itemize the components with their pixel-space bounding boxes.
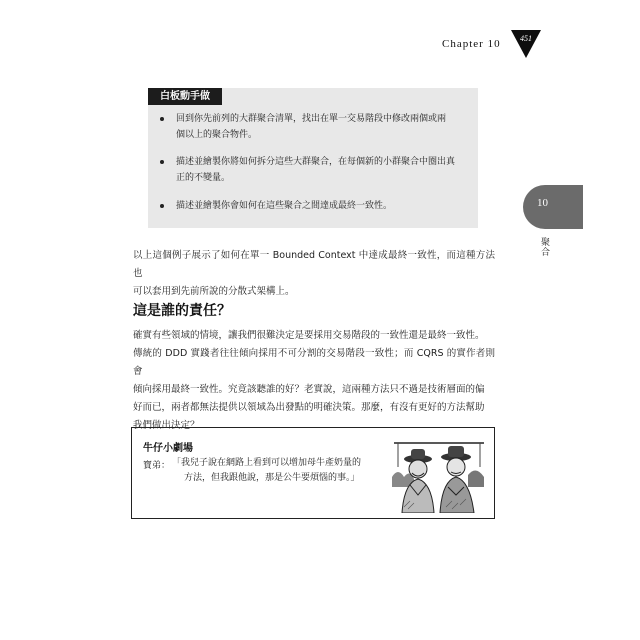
item-line: 描述並繪製你將如何拆分這些大群聚合，在每個新的小群聚合中圈出真 — [176, 157, 456, 167]
item-line: 描述並繪製你會如何在這些聚合之間達成最終一致性。 — [176, 201, 393, 211]
quote-line: 「我兒子說在網路上看到可以增加母牛產奶量的 — [172, 458, 362, 468]
whiteboard-title: 白板動手做 — [148, 88, 222, 105]
bullet-icon — [160, 160, 164, 164]
chapter-name: 聚合 — [541, 238, 551, 258]
page-number: 451 — [520, 34, 532, 43]
body-paragraph — [133, 247, 495, 301]
whiteboard-item — [160, 198, 476, 214]
whiteboard-item — [160, 111, 476, 143]
para-line: 好而已，兩者都無法提供以領域為出發點的明確決策。那麼，有沒有更好的方法幫助 — [133, 402, 485, 413]
chapter-tab — [523, 185, 583, 229]
para-line: 傾向採用最終一致性。究竟該聽誰的好？老實說，這兩種方法只不過是技術層面的偏 — [133, 384, 485, 395]
cowboy-quote — [172, 456, 382, 486]
quote-line: 方法，但我跟他說，那是公牛要煩惱的事。」 — [184, 473, 360, 483]
cowboy-title: 牛仔小劇場 — [143, 443, 193, 454]
para-line: 傳統的 DDD 實踐者往往傾向採用不可分割的交易階段一致性；而 CQRS 的實作者則會 — [133, 348, 495, 377]
chapter-number: 10 — [537, 197, 548, 209]
para-line: 以上這個例子展示了如何在單一 Bounded Context 中達成最終一致性，而這種方法也 — [133, 250, 495, 279]
cowboy-illustration — [390, 437, 488, 513]
whiteboard-item — [160, 154, 476, 186]
item-line: 回到你先前列的大群聚合清單，找出在單一交易階段中修改兩個或兩 — [176, 114, 447, 124]
section-heading: 這是誰的責任？ — [133, 303, 231, 319]
para-line: 我們做出決定？ — [133, 420, 200, 431]
para-line: 可以套用到先前所說的分散式架構上。 — [133, 286, 295, 297]
para-line: 確實有些領域的情境，讓我們很難決定是要採用交易階段的一致性還是最終一致性。 — [133, 330, 485, 341]
item-line: 個以上的聚合物件。 — [176, 130, 258, 140]
cowboy-speaker: 寶弟： — [143, 461, 171, 471]
bullet-icon — [160, 204, 164, 208]
bullet-icon — [160, 117, 164, 121]
running-header: Chapter 10 — [442, 38, 501, 50]
item-line: 正的不變量。 — [176, 173, 231, 183]
body-paragraph — [133, 327, 495, 435]
